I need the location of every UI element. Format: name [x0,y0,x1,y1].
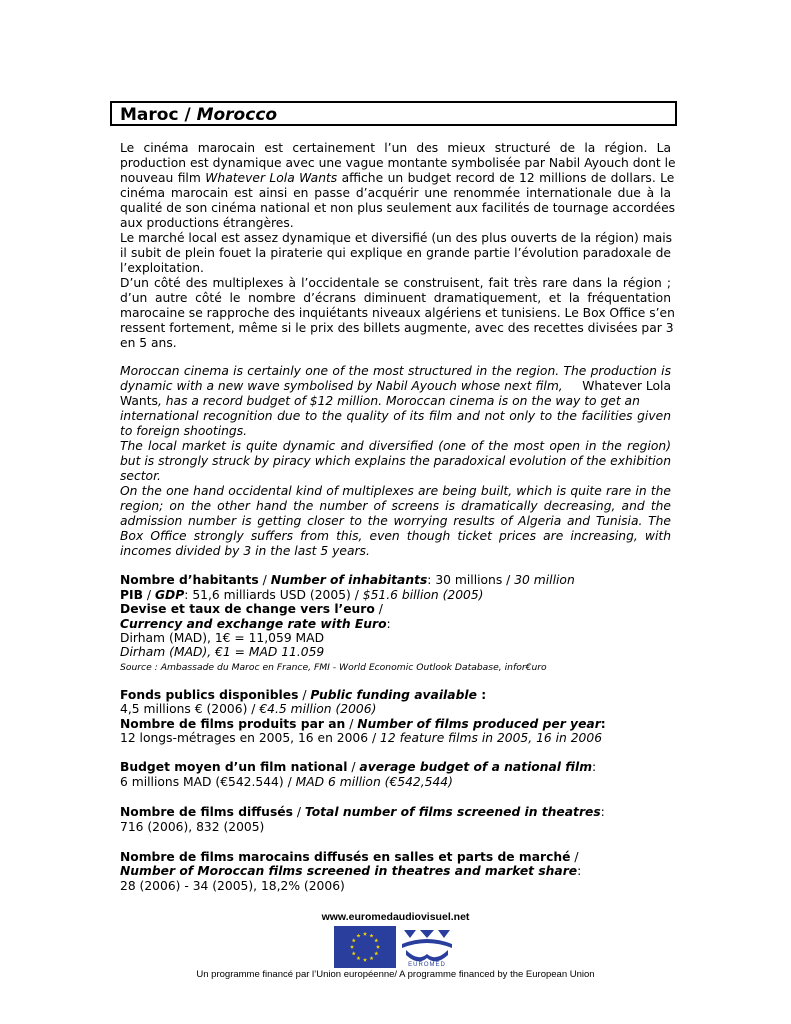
title-box [110,101,677,126]
stat-value: 6 millions MAD (€542.544) / [120,775,296,789]
separator: / [258,573,271,587]
stat-value: 30 million [514,573,575,587]
currency-label-fr-row [120,602,671,617]
en-line: The local market is quite dynamic and diversified (one of the most open in the region) [120,439,671,453]
film-title: Whatever Lola [582,379,671,393]
en-line: international recognition due to the quality of its film and not only to the facilities given [120,409,671,423]
en-text: dynamic with a new wave symbolised by Nabil Ayouch whose next film, [120,379,563,393]
stat-label: Currency and exchange rate with Euro [120,617,387,631]
moroccan-films-label-fr-row [120,850,671,865]
stat-label: Total number of films screened in theatres [304,805,601,819]
budget-value-row [120,775,671,790]
stat-label: Number of films produced per year [357,717,601,731]
stat-value: : 30 millions / [427,573,515,587]
stat-value: 12 feature films in 2005, 16 in 2006 [380,731,603,745]
currency-value-fr: Dirham (MAD), 1€ = 11,059 MAD [120,631,325,645]
funding-row [120,688,671,703]
separator: : [577,864,582,878]
fr-text: affiche un budget record de 12 millions de dollars. Le [337,171,675,185]
fr-line: production est dynamique avec une vague montante symbolisée par Nabil Ayouch dont le [120,156,676,170]
en-line: On the one hand occidental kind of multiplexes are being built, which is quite rare in the [120,484,671,498]
fr-line: Le cinéma marocain est certainement l’un des mieux structuré de la région. La [120,141,671,155]
film-title: Wants [120,394,158,408]
en-line: incomes divided by 3 in the last 5 years. [120,544,370,558]
euromed-logo-text: EUROMED [408,962,446,968]
stat-label: Fonds publics disponibles [120,688,299,702]
stat-label: Public funding available [310,688,477,702]
stat-label: Number of inhabitants [270,573,428,587]
title-en: Morocco [196,105,278,125]
film-title: Whatever Lola Wants [205,171,338,185]
stat-value: 12 longs-métrages en 2005, 16 en 2006 / [120,731,381,745]
fr-line: cinéma marocain est ainsi en passe d’acquérir une renommée internationale due à la [120,186,671,200]
separator: : [600,717,606,731]
en-line: to foreign shootings. [120,424,248,438]
stat-label: PIB [120,588,143,602]
fr-line: marocaine se rapproche des inquiétants niveaux algériens et tunisiens. Le Box Office s’en [120,306,675,320]
separator: / [570,850,579,864]
eu-flag-logo [334,926,396,968]
fr-line: l’exploitation. [120,261,204,275]
stat-label: Nombre de films diffusés [120,805,293,819]
fr-line: D’un côté des multiplexes à l’occidentale se construisent, fait très rare dans la région ; [120,276,671,290]
fr-line: d’un autre côté le nombre d’écrans diminuent dramatiquement, et la fréquentation [120,291,671,305]
separator: / [345,717,358,731]
stat-label: Devise et taux de change vers l’euro [120,602,375,616]
currency-value-en: Dirham (MAD), €1 = MAD 11.059 [120,645,325,659]
separator: / [374,602,383,616]
stat-label: Nombre de films marocains diffusés en salles et parts de marché [120,850,571,864]
stat-value: €4.5 million (2006) [259,702,377,716]
separator: / [292,805,305,819]
fr-line: Le marché local est assez dynamique et diversifié (un des plus ouverts de la région) mais [120,231,673,245]
separator: : [592,760,597,774]
separator: / [347,760,360,774]
fr-line: aux productions étrangères. [120,216,294,230]
en-line: Box Office strongly suffers from this, even though ticket prices are increasing, with [120,529,671,543]
stat-label: average budget of a national film [359,760,593,774]
separator: : [476,688,487,702]
en-text: , has a record budget of $12 million. Moroccan cinema is on the way to get an [157,394,640,408]
stat-label: GDP [154,588,185,602]
moroccan-films-label-en-row [120,864,671,879]
fr-line: ressent fortement, même si le prix des billets augmente, avec des recettes divisées par 3 [120,321,674,335]
en-line: sector. [120,469,161,483]
fr-line: qualité de son cinéma national et non plus seulement aux facilités de tournage accordées [120,201,676,215]
separator: : [600,805,605,819]
funding-value-row [120,702,671,717]
stat-value: MAD 6 million (€542,544) [295,775,453,789]
fr-line: en 5 ans. [120,336,177,350]
budget-row [120,760,671,775]
fr-line [120,171,675,186]
stat-value: 4,5 millions € (2006) / [120,702,260,716]
en-line [120,394,671,409]
footer-url[interactable]: www.euromedaudiovisuel.net [321,911,470,923]
screened-row [120,805,671,820]
euromed-emblem [402,930,452,961]
fr-line: il subit de plein fouet la piraterie qui explique en grande partie l’évolution paradoxale de [120,246,671,260]
source-note: Source : Ambassade du Maroc en France, FMI - World Economic Outlook Database, infor€uro [120,662,547,673]
stat-label: Nombre de films produits par an [120,717,346,731]
en-line: admission number is getting closer to the worrying results of Algeria and Tunisia. The [120,514,671,528]
stat-value: $51.6 billion (2005) [362,588,484,602]
footer-note: Un programme financé par l’Union européenne/ A programme financed by the European Union [196,969,595,980]
screened-value: 716 (2006), 832 (2005) [120,820,265,834]
films-produced-row [120,717,671,732]
films-produced-value-row [120,731,671,746]
title-fr: Maroc / [120,105,197,125]
stat-label: Number of Moroccan films screened in theatres and market share [120,864,578,878]
separator: : [386,617,391,631]
en-line [120,379,671,394]
inhabitants-row [120,573,671,588]
euromed-logo [398,926,456,968]
stat-label: Nombre d’habitants [120,573,259,587]
en-line: but is strongly struck by piracy which explains the paradoxical evolution of the exhibition [120,454,671,468]
moroccan-films-value: 28 (2006) - 34 (2005), 18,2% (2006) [120,879,345,893]
en-line: Moroccan cinema is certainly one of the most structured in the region. The production is [120,364,671,378]
separator: / [298,688,311,702]
stat-value: : 51,6 milliards USD (2005) / [184,588,363,602]
currency-label-en-row [120,617,671,632]
page-title [120,104,277,126]
stat-label: Budget moyen d’un film national [120,760,348,774]
fr-text: nouveau film [120,171,206,185]
gdp-row [120,588,671,603]
en-line: region; on the other hand the number of screens is dramatically decreasing, and the [120,499,671,513]
separator: / [142,588,155,602]
